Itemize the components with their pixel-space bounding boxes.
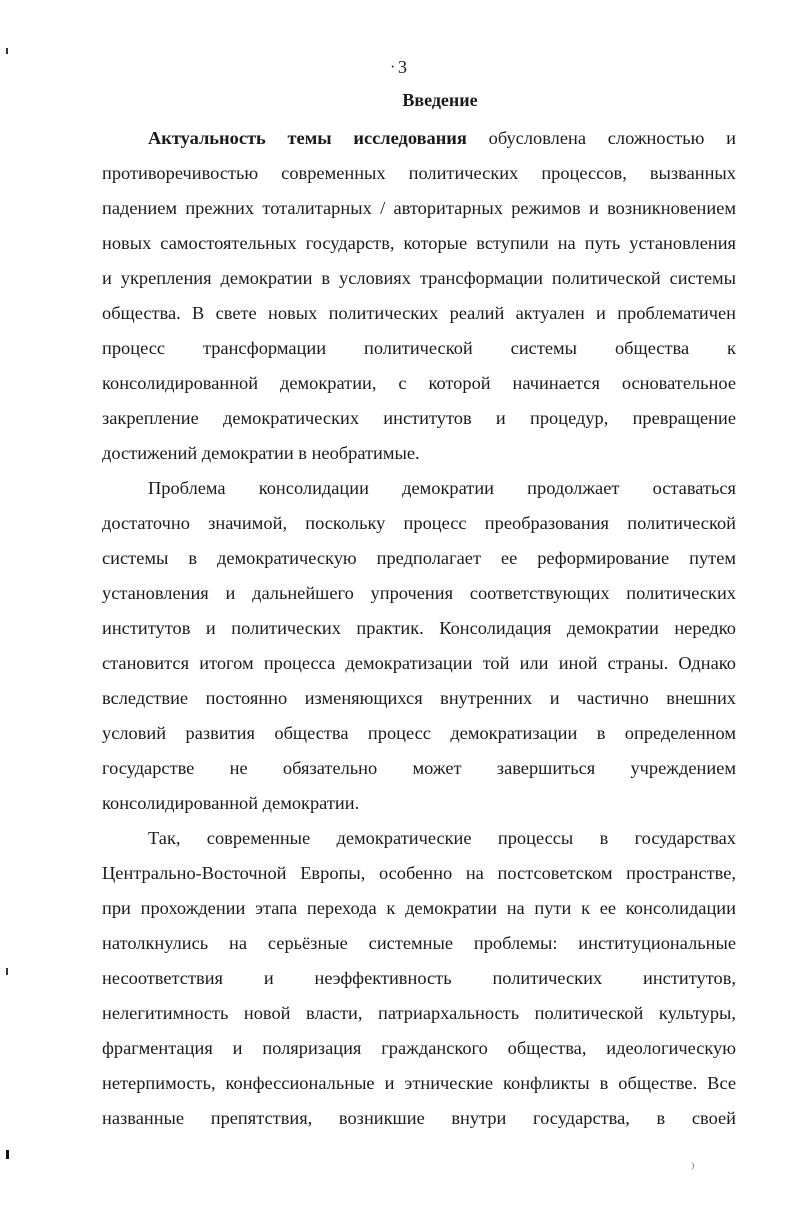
text-line: достижений демократии в необратимые. — [102, 443, 420, 463]
text-line: процесс трансформации политической системы общества к — [102, 338, 736, 358]
text-line: Центрально-Восточной Европы, особенно на постсоветском пространстве, — [102, 863, 736, 883]
text-line: Проблема консолидации демократии продолжает оставаться — [148, 478, 736, 498]
text-line: установления и дальнейшего упрочения соответствующих политических — [102, 583, 736, 603]
text-line: консолидированной демократии. — [102, 793, 360, 813]
scan-artifact — [6, 1150, 9, 1159]
text-line: падением прежних тоталитарных / авторитарных режимов и возникновением — [102, 198, 736, 218]
emphasis-phrase: Актуальность темы исследования — [148, 128, 467, 148]
text-line: несоответствия и неэффективность политических институтов, — [102, 968, 736, 988]
text-line: Так, современные демократические процессы в государствах — [148, 828, 736, 848]
text-line: общества. В свете новых политических реалий актуален и проблематичен — [102, 303, 736, 323]
page-number-dot: · — [390, 59, 396, 76]
page-number: 3 — [398, 57, 407, 77]
scan-artifact — [687, 1162, 694, 1170]
text-line: вследствие постоянно изменяющихся внутренних и частично внешних — [102, 688, 736, 708]
text-line: государстве не обязательно может завершиться учреждением — [102, 758, 736, 778]
text-line: при прохождении этапа перехода к демократии на пути к ее консолидации — [102, 898, 736, 918]
text-line: названные препятствия, возникшие внутри государства, в своей — [102, 1108, 736, 1128]
text-line: закрепление демократических институтов и процедур, превращение — [102, 408, 736, 428]
text-line: становится итогом процесса демократизации той или иной страны. Однако — [102, 653, 736, 673]
text-line: системы в демократическую предполагает ее реформирование путем — [102, 548, 736, 568]
text-line: новых самостоятельных государств, которые вступили на путь установления — [102, 233, 736, 253]
text-line: институтов и политических практик. Консолидация демократии нередко — [102, 618, 736, 638]
text-line: фрагментация и поляризация гражданского общества, идеологическую — [102, 1038, 736, 1058]
body-text — [102, 121, 736, 1136]
text-line: нелегитимность новой власти, патриархальность политической культуры, — [102, 1003, 736, 1023]
text-line: Актуальность темы исследования обусловлена сложностью и — [148, 128, 736, 148]
section-heading: Введение — [402, 90, 478, 110]
text-line: достаточно значимой, поскольку процесс преобразования политической — [102, 513, 736, 533]
scan-artifact — [6, 48, 8, 54]
text-line: натолкнулись на серьёзные системные проблемы: институциональные — [102, 933, 736, 953]
scan-artifact — [6, 968, 8, 975]
text-line: нетерпимость, конфессиональные и этнические конфликты в обществе. Все — [102, 1073, 736, 1093]
text-line: условий развития общества процесс демократизации в определенном — [102, 723, 736, 743]
text-line: консолидированной демократии, с которой начинается основательное — [102, 373, 736, 393]
text-line: и укрепления демократии в условиях трансформации политической системы — [102, 268, 736, 288]
text-line: противоречивостью современных политических процессов, вызванных — [102, 163, 736, 183]
